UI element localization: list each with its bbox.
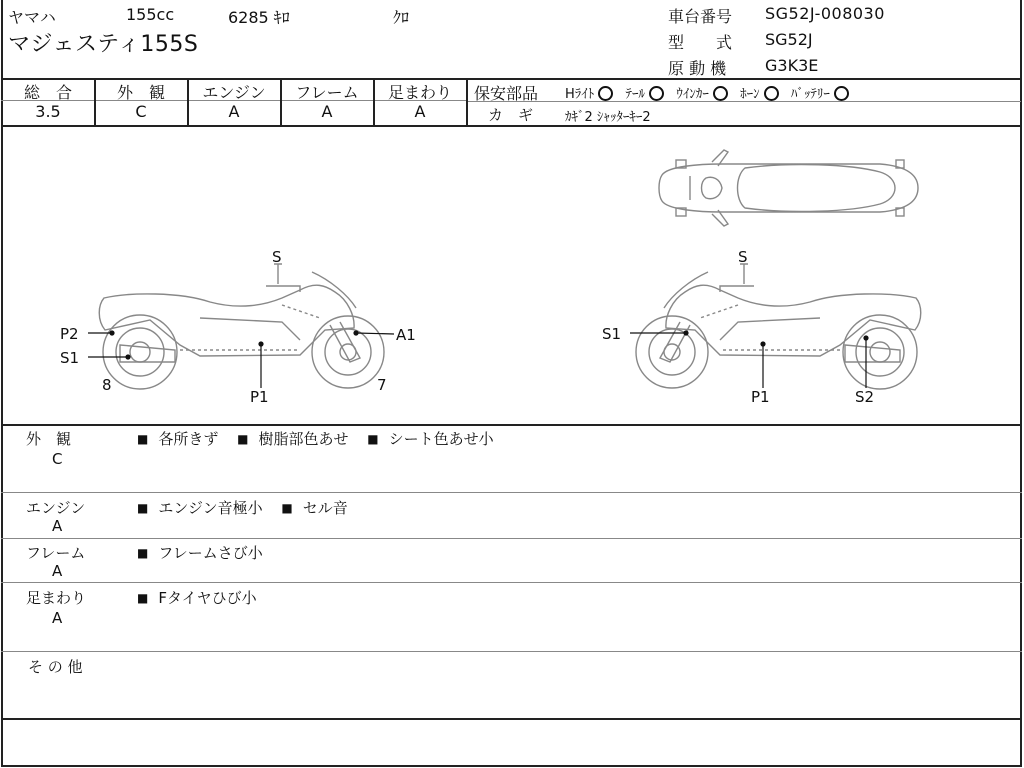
- note-grade-frame: A: [52, 562, 63, 580]
- maker: ヤマハ: [8, 8, 56, 27]
- frame-no-label: 車台番号: [668, 7, 733, 26]
- ok-circle-icon: [649, 86, 664, 101]
- key-label: カ ギ: [488, 106, 534, 124]
- diagram-left-s1: S1: [60, 349, 80, 367]
- diagram-right-s: S: [738, 248, 748, 266]
- model-name: マジェスティ155S: [8, 32, 199, 57]
- part-winker: ｳｲﾝｶｰ: [676, 87, 732, 102]
- divider: [1, 582, 1022, 583]
- divider: [1, 718, 1022, 720]
- engine-label: 原 動 機: [668, 59, 727, 78]
- note-label-engine: エンジン: [26, 499, 86, 517]
- part-headlight: Hﾗｲﾄ: [565, 87, 617, 102]
- displacement: 155cc: [126, 5, 175, 24]
- note-grade-engine: A: [52, 517, 63, 535]
- note-grade-suspension: A: [52, 609, 63, 627]
- note-label-suspension: 足まわり: [26, 589, 87, 607]
- parts-title: 保安部品: [474, 84, 539, 103]
- grade-value-engine: A: [228, 102, 240, 121]
- pointer-lines: [88, 331, 868, 388]
- type-value: SG52J: [765, 30, 813, 49]
- grade-label-engine: エンジン: [202, 83, 266, 102]
- part-battery: ﾊﾞｯﾃﾘｰ: [791, 87, 853, 102]
- note-item: ■ エンジン音極小: [137, 499, 263, 517]
- diagram-right-s1: S1: [602, 325, 622, 343]
- diagram-left-p2: P2: [60, 325, 79, 343]
- note-label-exterior: 外 観: [26, 430, 72, 448]
- divider: [1, 765, 1022, 767]
- ok-circle-icon: [713, 86, 728, 101]
- grade-label-overall: 総 合: [23, 83, 72, 102]
- diagram-right-p1: P1: [751, 388, 770, 406]
- note-item: ■ シート色あせ小: [367, 430, 493, 448]
- note-item: ■ Fタイヤひび小: [137, 589, 257, 607]
- divider: [1, 538, 1022, 539]
- note-item: ■ 樹脂部色あせ: [237, 430, 348, 448]
- note-item: ■ セル音: [281, 499, 347, 517]
- bike-top-view: [659, 150, 918, 226]
- note-grade-exterior: C: [52, 450, 63, 468]
- note-items-engine: [137, 497, 362, 518]
- note-items-suspension: [137, 587, 271, 608]
- part-taillight: ﾃｰﾙ: [626, 87, 669, 102]
- grade-value-frame: A: [321, 102, 333, 121]
- diagram-left-p1: P1: [250, 388, 269, 406]
- part-horn: ﾎｰﾝ: [740, 87, 783, 102]
- note-label-other: そ の 他: [28, 658, 83, 676]
- ok-circle-icon: [764, 86, 779, 101]
- ok-circle-icon: [834, 86, 849, 101]
- diagram-left-a1: A1: [396, 326, 416, 344]
- note-items-exterior: [137, 428, 508, 449]
- frame-no: SG52J-008030: [765, 4, 885, 23]
- grade-value-suspension: A: [414, 102, 426, 121]
- type-label: 型 式: [668, 33, 733, 52]
- diagram-right-s2: S2: [855, 388, 875, 406]
- ok-circle-icon: [598, 86, 613, 101]
- grade-value-exterior: C: [135, 102, 147, 121]
- key-value: ｶｷﾞ2 ｼｬｯﾀｰｷｰ2: [565, 110, 651, 125]
- note-item: ■ 各所きず: [137, 430, 218, 448]
- diagram-left-s: S: [272, 248, 282, 266]
- grade-label-exterior: 外 観: [116, 83, 165, 102]
- note-label-frame: フレーム: [26, 544, 86, 562]
- divider: [466, 78, 468, 126]
- bike-diagram: [0, 127, 1020, 423]
- divider: [1, 492, 1022, 493]
- color: ｸﾛ: [393, 8, 410, 27]
- divider: [1, 651, 1022, 652]
- bike-left-view: [99, 264, 384, 389]
- bike-right-view: [636, 264, 921, 389]
- divider: [1, 424, 1022, 426]
- mileage: 6285 ｷﾛ: [228, 8, 290, 27]
- parts-list: [565, 83, 853, 102]
- engine-model: G3K3E: [765, 56, 819, 75]
- diagram-left-8: 8: [102, 376, 112, 394]
- diagram-left-7: 7: [377, 376, 387, 394]
- grade-value-overall: 3.5: [35, 102, 61, 121]
- grade-label-frame: フレーム: [295, 83, 359, 102]
- note-item: ■ フレームさび小: [137, 544, 263, 562]
- grade-label-suspension: 足まわり: [387, 83, 452, 102]
- note-items-frame: [137, 542, 277, 563]
